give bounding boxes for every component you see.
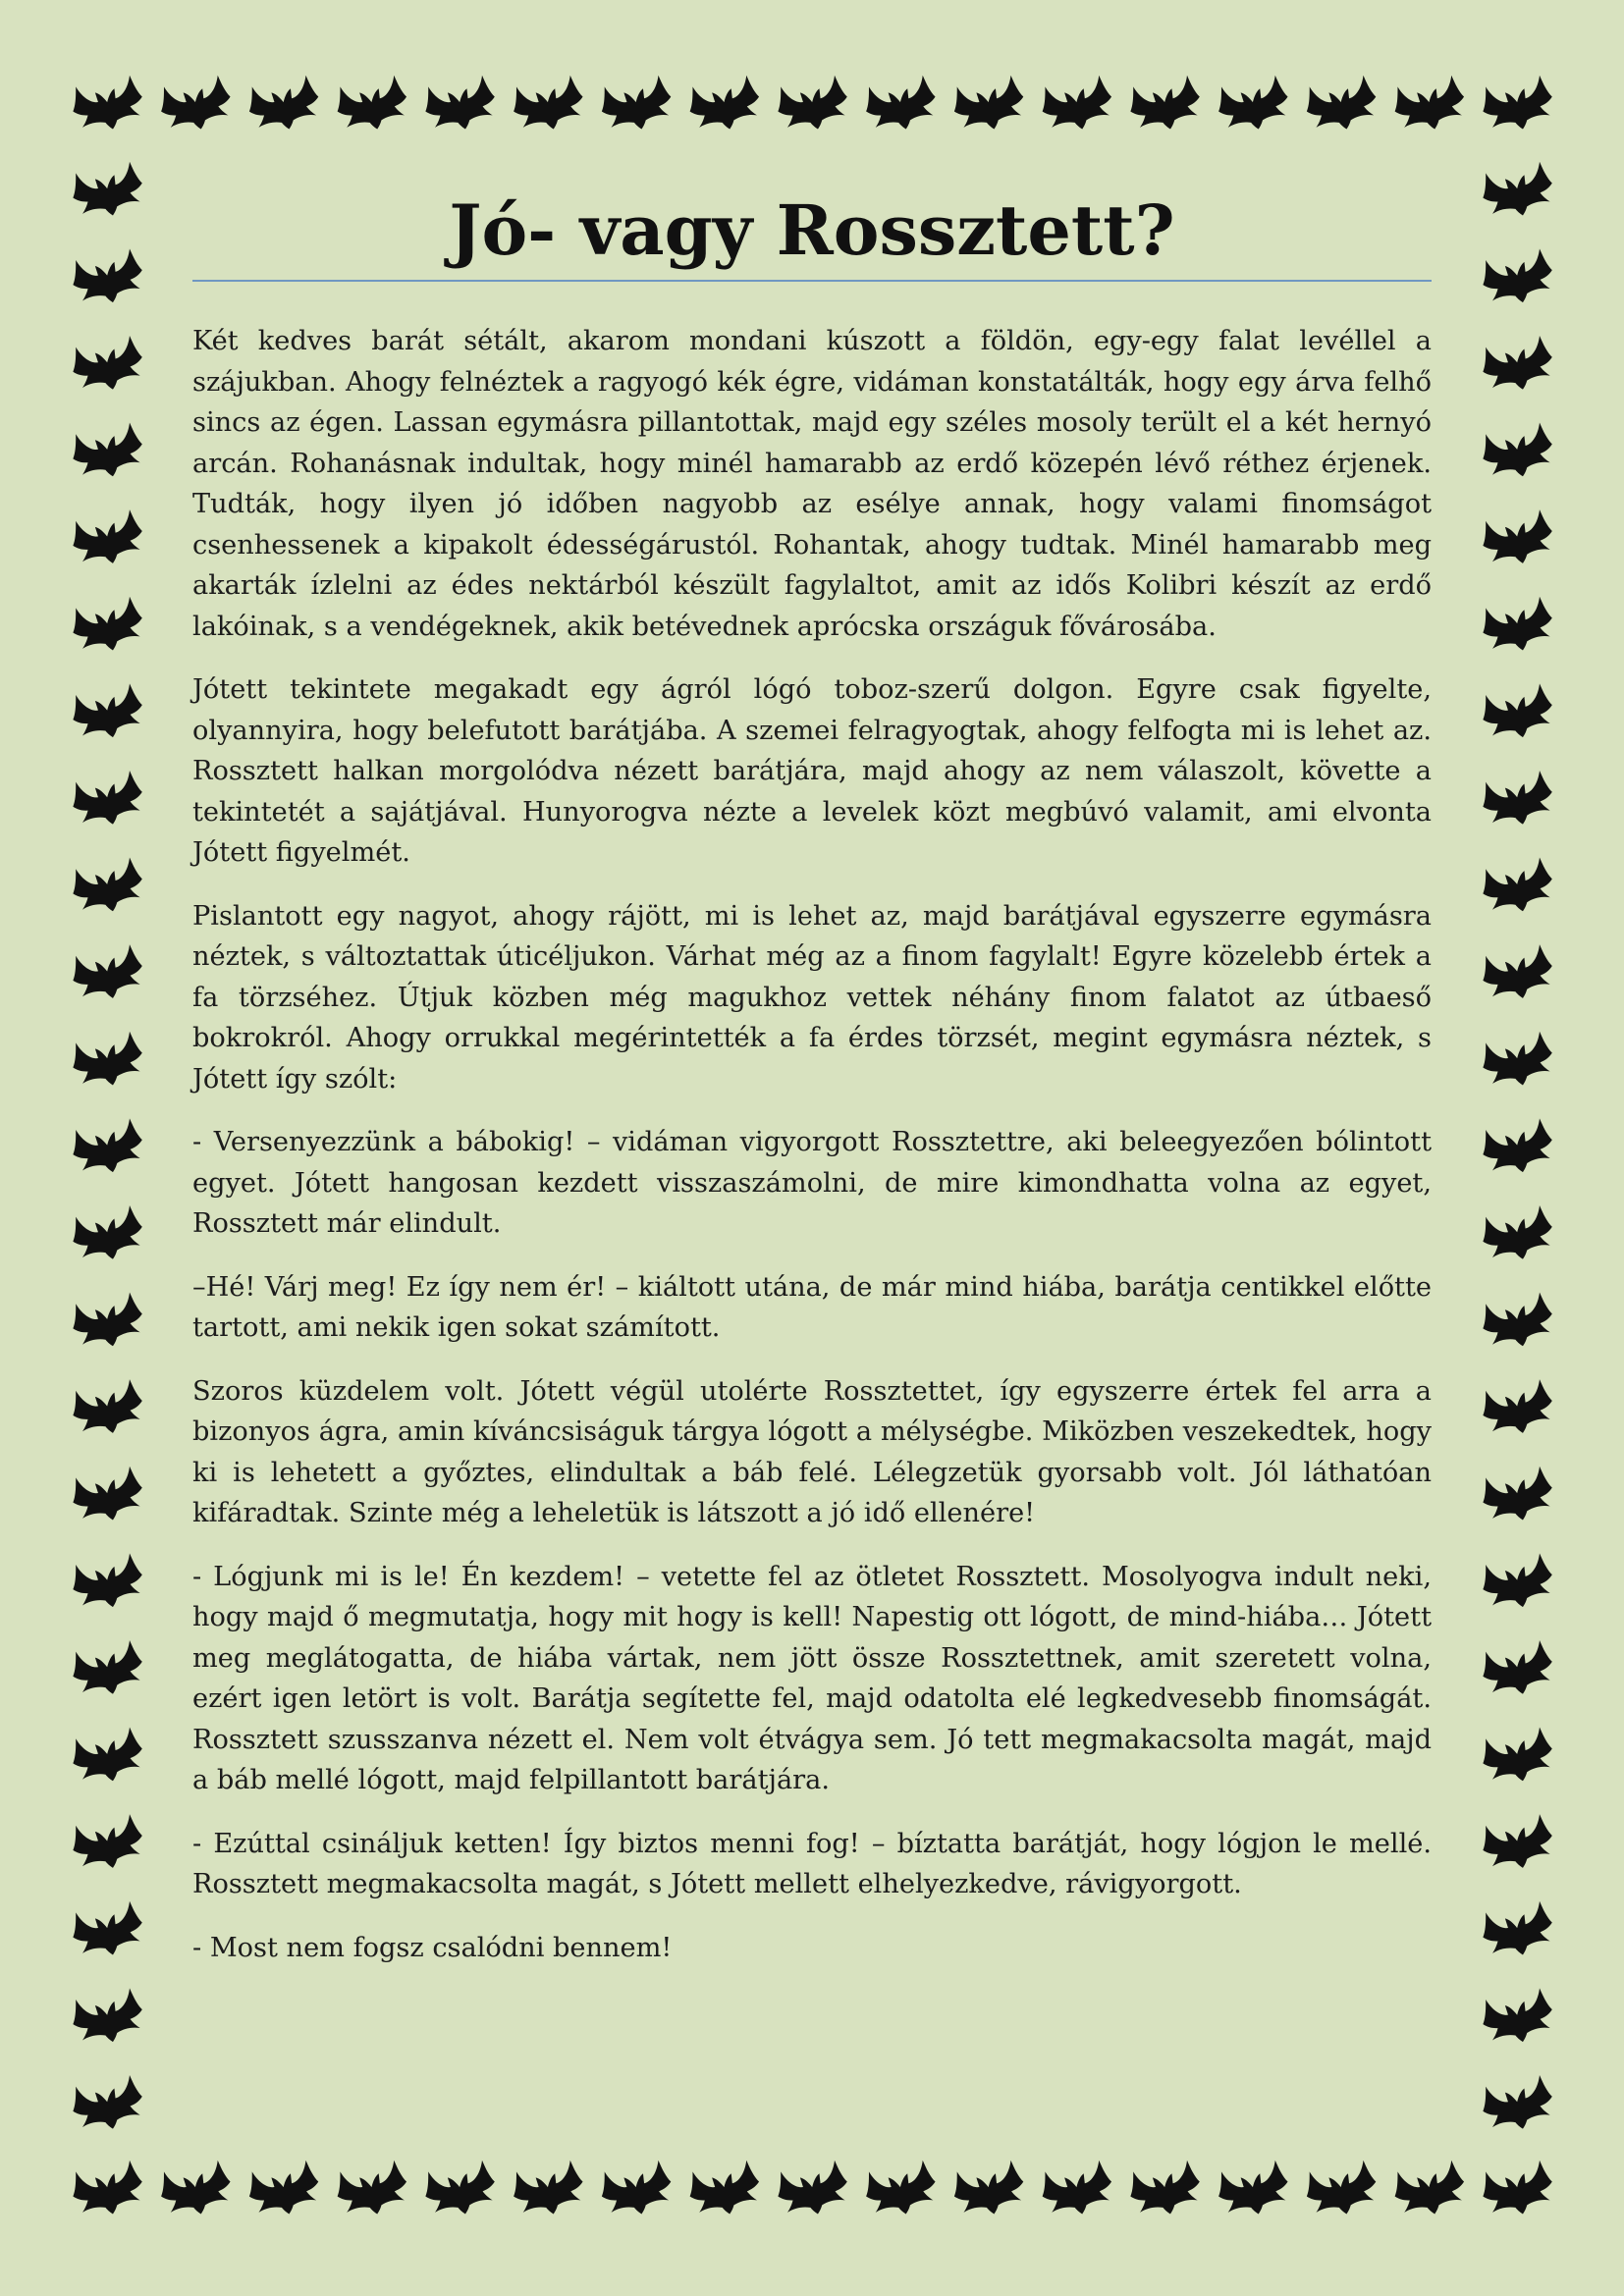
bat-icon bbox=[1478, 1812, 1557, 1875]
story-paragraph: - Versenyezzünk a bábokig! – vidáman vigyorgott Rossztettre, aki beleegyezően bólintott egyet. Jótett hangosan kezdett visszaszámolni, de mire kimondhatta volna az egyet, Rossztett már elindult. bbox=[192, 1127, 1432, 1239]
bat-icon bbox=[68, 1552, 147, 1615]
bat-icon bbox=[1478, 1203, 1557, 1266]
bat-icon bbox=[68, 421, 147, 484]
bat-icon bbox=[861, 74, 941, 136]
bat-icon bbox=[1478, 1552, 1557, 1615]
story-paragraph: Két kedves barát sétált, akarom mondani kúszott a földön, egy-egy falat levéllel a szájukban. Ahogy felnéztek a ragyogó kék égre, vidáman konstatálták, hogy egy árva felhő sincs az égen. Lassan egymásra pillantottak, majd egy széles mosoly terült el a két hernyó arcán. Rohanásnak indultak, hogy minél hamarabb az erdő közepén lévő réthez érjenek. Tudták, hogy ilyen jó időben nagyobb az esélye annak, hogy valami finomságot csenhessenek a kipakolt édességárustól. Rohantak, ahogy tudtak. Minél hamarabb meg akarták ízlelni az édes nektárból készült fagylaltot, amit az idős Kolibri készít az erdő lakóinak, s a vendégeknek, akik betévednek aprócska országuk fővárosába. bbox=[192, 326, 1432, 642]
bat-icon bbox=[244, 2159, 324, 2221]
bat-icon bbox=[1478, 160, 1557, 223]
bat-icon bbox=[68, 595, 147, 658]
bat-icon bbox=[156, 74, 236, 136]
bat-icon bbox=[244, 74, 324, 136]
story-paragraph: Jótett tekintete megakadt egy ágról lógó toboz-szerű dolgon. Egyre csak figyelte, olyannyira, hogy belefutott barátjába. A szemei felragyogtak, ahogy felfogta mi is lehet az. Rossztett halkan morgolódva nézett barátjára, majd ahogy az nem válaszolt, követte a tekintetét a sajátjával. Hunyorogva nézte a levelek közt megbúvó valamit, ami elvonta Jótett figyelmét. bbox=[192, 674, 1432, 868]
bat-icon bbox=[1125, 2159, 1205, 2221]
page-title: Jó- vagy Rossztett? bbox=[192, 191, 1432, 282]
bat-icon bbox=[1478, 2073, 1557, 2136]
bat-icon bbox=[1478, 1726, 1557, 1789]
bat-icon bbox=[773, 2159, 852, 2221]
bat-icon bbox=[1038, 74, 1117, 136]
bat-icon bbox=[68, 247, 147, 310]
bat-icon bbox=[773, 74, 852, 136]
bat-icon bbox=[1302, 74, 1381, 136]
bat-icon bbox=[1478, 334, 1557, 397]
document-content bbox=[192, 191, 1432, 1991]
bat-icon bbox=[597, 2159, 677, 2221]
bat-icon bbox=[420, 2159, 500, 2221]
bat-icon bbox=[1302, 2159, 1381, 2221]
bat-icon bbox=[1478, 421, 1557, 484]
bat-icon bbox=[1478, 507, 1557, 570]
bat-icon bbox=[156, 2159, 236, 2221]
bat-icon bbox=[1478, 1117, 1557, 1180]
bat-icon bbox=[1478, 856, 1557, 919]
bat-icon bbox=[68, 1465, 147, 1527]
bat-icon bbox=[597, 74, 677, 136]
bat-icon bbox=[333, 74, 412, 136]
bat-icon bbox=[949, 2159, 1029, 2221]
story-paragraph: –Hé! Várj meg! Ez így nem ér! – kiáltott utána, de már mind hiába, barátja centikkel előtte tartott, ami nekik igen sokat számított. bbox=[192, 1271, 1432, 1343]
bat-icon bbox=[68, 1638, 147, 1701]
bat-icon bbox=[68, 682, 147, 745]
bat-icon bbox=[1478, 1291, 1557, 1354]
bat-icon bbox=[1214, 2159, 1293, 2221]
bat-icon bbox=[949, 74, 1029, 136]
bat-icon bbox=[685, 2159, 765, 2221]
bat-icon bbox=[1478, 1987, 1557, 2050]
bat-icon bbox=[1478, 1899, 1557, 1962]
bat-icon bbox=[68, 1203, 147, 1266]
bat-icon bbox=[68, 856, 147, 919]
bat-icon bbox=[1478, 682, 1557, 745]
bat-icon bbox=[1390, 74, 1470, 136]
bat-icon bbox=[685, 74, 765, 136]
bat-icon bbox=[1478, 769, 1557, 831]
bat-icon bbox=[68, 1030, 147, 1093]
bat-icon bbox=[1478, 595, 1557, 658]
bat-icon bbox=[68, 1377, 147, 1440]
bat-icon bbox=[1478, 74, 1557, 136]
bat-icon bbox=[333, 2159, 412, 2221]
bat-icon bbox=[68, 160, 147, 223]
bat-icon bbox=[68, 1726, 147, 1789]
bat-icon bbox=[1478, 1465, 1557, 1527]
bat-icon bbox=[68, 1987, 147, 2050]
bat-icon bbox=[68, 1291, 147, 1354]
bat-icon bbox=[509, 2159, 588, 2221]
story-paragraph: - Most nem fogsz csalódni bennem! bbox=[192, 1932, 673, 1963]
bat-icon bbox=[1478, 247, 1557, 310]
bat-icon bbox=[68, 769, 147, 831]
bat-icon bbox=[68, 942, 147, 1005]
bat-icon bbox=[861, 2159, 941, 2221]
bat-icon bbox=[1214, 74, 1293, 136]
bat-icon bbox=[68, 507, 147, 570]
bat-icon bbox=[68, 1812, 147, 1875]
story-paragraph: Szoros küzdelem volt. Jótett végül utolérte Rossztettet, így egyszerre értek fel arra a bizonyos ágra, amin kíváncsiságuk tárgya lógott a mélységbe. Miközben veszekedtek, hogy ki is lehetett a győztes, elindultak a báb felé. Lélegzetük gyorsabb volt. Jól láthatóan kifáradtak. Szinte még a leheletük is látszott a jó idő ellenére! bbox=[192, 1375, 1432, 1528]
bat-icon bbox=[68, 74, 147, 136]
bat-icon bbox=[1478, 1638, 1557, 1701]
bat-icon bbox=[1390, 2159, 1470, 2221]
bat-icon bbox=[68, 2159, 147, 2221]
story-paragraph: - Ezúttal csináljuk ketten! Így biztos menni fog! – bíztatta barátját, hogy lógjon le mellé. Rossztett megmakacsolta magát, s Jótett mellett elhelyezkedve, rávigyorgott. bbox=[192, 1828, 1432, 1899]
bat-icon bbox=[1478, 1377, 1557, 1440]
bat-icon bbox=[1478, 942, 1557, 1005]
bat-icon bbox=[1038, 2159, 1117, 2221]
bat-icon bbox=[420, 74, 500, 136]
bat-icon bbox=[68, 2073, 147, 2136]
story-body bbox=[192, 321, 1432, 1968]
bat-icon bbox=[68, 1117, 147, 1180]
story-paragraph: Pislantott egy nagyot, ahogy rájött, mi is lehet az, majd barátjával egyszerre egymásra néztek, s változtattak úticéljukon. Várhat még az a finom fagylalt! Egyre közelebb értek a fa törzséhez. Útjuk közben még magukhoz vettek néhány finom falatot az útbaeső bokrokról. Ahogy orrukkal megérintették a fa érdes törzsét, megint egymásra néztek, s Jótett így szólt: bbox=[192, 900, 1432, 1095]
story-paragraph: - Lógjunk mi is le! Én kezdem! – vetette fel az ötletet Rossztett. Mosolyogva indult neki, hogy majd ő megmutatja, hogy mit hogy is kell! Napestig ott lógott, de mind-hiába… Jótett meg meglátogatta, de hiába vártak, nem jött össze Rossztettnek, amit szeretett volna, ezért igen letört is volt. Barátja segítette fel, majd odatolta elé legkedvesebb finomságát. Rossztett szusszanva nézett el. Nem volt étvágya sem. Jó tett megmakacsolta magát, majd a báb mellé lógott, majd felpillantott barátjára. bbox=[192, 1561, 1432, 1795]
bat-icon bbox=[1478, 1030, 1557, 1093]
bat-icon bbox=[1125, 74, 1205, 136]
bat-icon bbox=[68, 334, 147, 397]
bat-icon bbox=[68, 1899, 147, 1962]
bat-icon bbox=[509, 74, 588, 136]
bat-icon bbox=[1478, 2159, 1557, 2221]
